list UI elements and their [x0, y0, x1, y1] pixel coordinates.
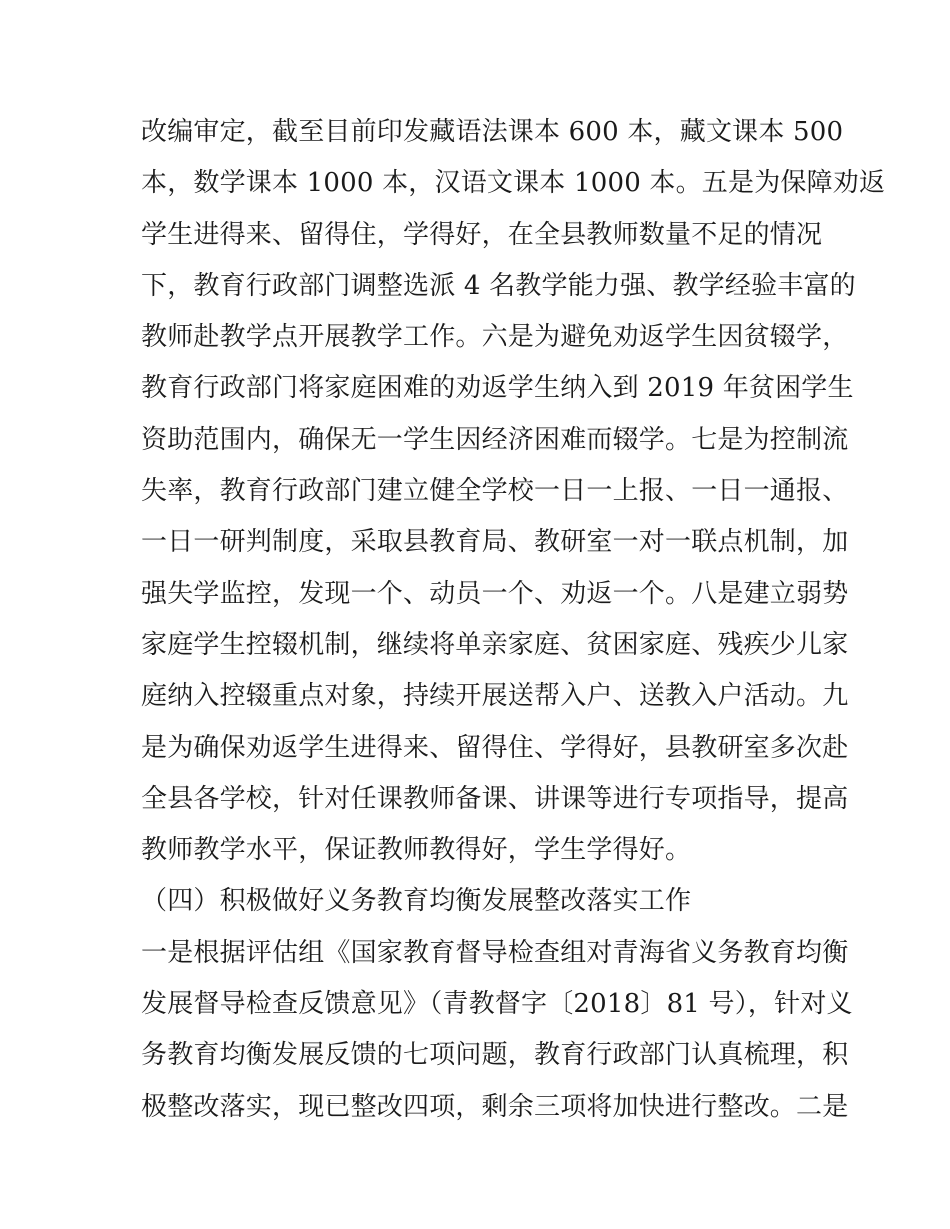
text-line: 庭纳入控辍重点对象，持续开展送帮入户、送教入户活动。九	[141, 681, 849, 712]
text-line: 务教育均衡发展反馈的七项问题，教育行政部门认真梳理，积	[141, 1040, 849, 1071]
text-line: 资助范围内，确保无一学生因经济困难而辍学。七是为控制流	[141, 424, 849, 455]
text-line: 改编审定，截至目前印发藏语法课本 600 本，藏文课本 500	[141, 117, 844, 147]
text-line: 教师教学水平，保证教师教得好，学生学得好。	[141, 835, 692, 866]
text-line: 家庭学生控辍机制，继续将单亲家庭、贫困家庭、残疾少儿家	[141, 629, 849, 660]
text-line: 教师赴教学点开展教学工作。六是为避免劝返学生因贫辍学，	[141, 322, 849, 353]
section-heading: （四）积极做好义务教育均衡发展整改落实工作	[141, 886, 692, 917]
text-line: 本，数学课本 1000 本，汉语文课本 1000 本。五是为保障劝返	[141, 168, 886, 199]
text-line: 教育行政部门将家庭困难的劝返学生纳入到 2019 年贫困学生	[141, 373, 854, 404]
text-line: 学生进得来、留得住，学得好，在全县教师数量不足的情况	[141, 219, 823, 250]
text-line: 一日一研判制度，采取县教育局、教研室一对一联点机制，加	[141, 527, 849, 558]
text-line: 失率，教育行政部门建立健全学校一日一上报、一日一通报、	[141, 476, 849, 507]
text-line: 下，教育行政部门调整选派 4 名教学能力强、教学经验丰富的	[141, 270, 856, 301]
body-text	[141, 107, 886, 1133]
text-line: 强失学监控，发现一个、动员一个、劝返一个。八是建立弱势	[141, 578, 849, 609]
text-line: 是为确保劝返学生进得来、留得住、学得好，县教研室多次赴	[141, 732, 849, 763]
text-line: 全县各学校，针对任课教师备课、讲课等进行专项指导，提高	[141, 783, 849, 814]
text-line: 一是根据评估组《国家教育督导检查组对青海省义务教育均衡	[141, 937, 849, 968]
text-line: 极整改落实，现已整改四项，剩余三项将加快进行整改。二是	[141, 1091, 849, 1122]
text-line: 发展督导检查反馈意见》（青教督字〔2018〕81 号），针对义	[141, 989, 853, 1020]
